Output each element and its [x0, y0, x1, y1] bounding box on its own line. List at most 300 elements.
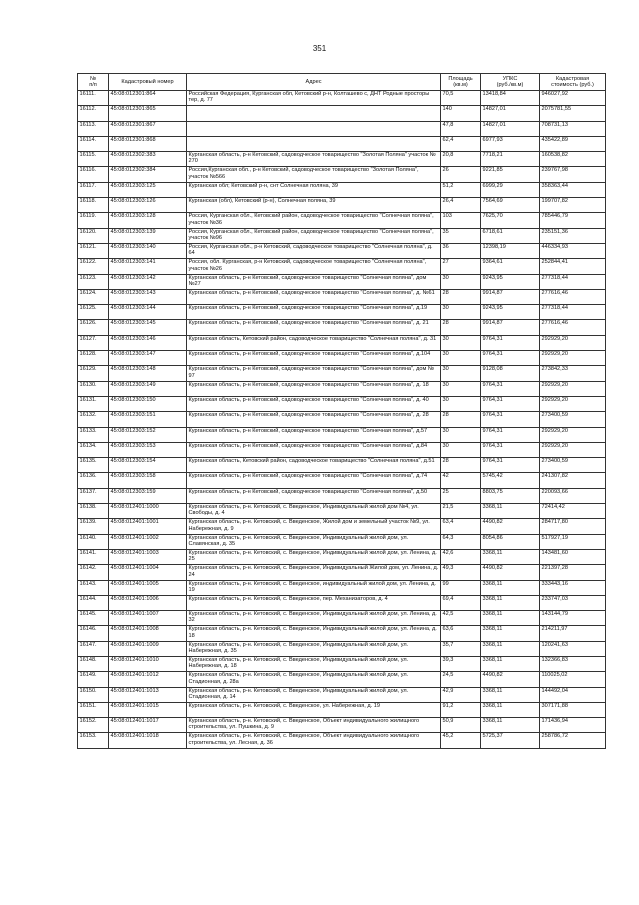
cell-row-number: 16117. — [78, 182, 109, 197]
cell-area: 45,2 — [441, 733, 481, 748]
table-row — [78, 396, 606, 411]
cell-upks: 6718,61 — [481, 228, 540, 243]
cell-cadastral-number: 45:08:012303:150 — [109, 396, 187, 411]
cell-row-number: 16118. — [78, 198, 109, 213]
cell-row-number: 16141. — [78, 549, 109, 564]
cell-cadastral-number: 45:08:012401:1003 — [109, 549, 187, 564]
table-row — [78, 335, 606, 350]
cell-upks: 9764,31 — [481, 442, 540, 457]
table-row — [78, 626, 606, 641]
cell-row-number: 16135. — [78, 458, 109, 473]
cell-area: 30 — [441, 351, 481, 366]
table-row — [78, 106, 606, 121]
cell-cadastral-cost: 160538,82 — [540, 152, 606, 167]
cell-address: Курганская область, р-н Кетовский, садоводческое товарищество "Солнечная поляна", дом №27 — [187, 274, 441, 289]
cell-address: Курганская область, р-н Кетовский, садоводческое товарищество "Солнечная поляна", д. №61 — [187, 289, 441, 304]
cell-row-number: 16112. — [78, 106, 109, 121]
header-number: № п/п — [78, 74, 109, 91]
cell-row-number: 16134. — [78, 442, 109, 457]
cell-address — [187, 136, 441, 151]
cell-address — [187, 121, 441, 136]
cell-area: 47,8 — [441, 121, 481, 136]
cell-address: Курганская область, р-н Кетовский, садоводческое товарищество "Солнечная поляна", д.50 — [187, 488, 441, 503]
table-row — [78, 565, 606, 580]
cell-row-number: 16149. — [78, 672, 109, 687]
cell-address: Курганская область, р-н. Кетовский, с. Введенское, Индивидуальный жилой дом, ул. Стадионная, д. 14 — [187, 687, 441, 702]
cell-cadastral-number: 45:08:012303:125 — [109, 182, 187, 197]
cell-cadastral-number: 45:08:012401:1005 — [109, 580, 187, 595]
cell-address: Россия,Курганская обл., р-н Кетовский, садоводческое товарищество "Золотая Поляна", участок №566 — [187, 167, 441, 182]
cell-upks: 3368,11 — [481, 549, 540, 564]
cell-cadastral-cost: 273400,59 — [540, 412, 606, 427]
cell-area: 70,5 — [441, 91, 481, 106]
cell-cadastral-cost: 307171,88 — [540, 702, 606, 717]
cell-address: Россия, Курганская обл., Кетовский район, садоводческое товарищество "Солнечная поляна", участок №96 — [187, 228, 441, 243]
cell-row-number: 16126. — [78, 320, 109, 335]
cell-cadastral-number: 45:08:012303:147 — [109, 351, 187, 366]
cell-area: 30 — [441, 305, 481, 320]
cell-cadastral-cost: 110025,02 — [540, 672, 606, 687]
cell-cadastral-cost: 214211,97 — [540, 626, 606, 641]
cell-cadastral-cost: 277616,46 — [540, 289, 606, 304]
cell-cadastral-number: 45:08:012401:1001 — [109, 519, 187, 534]
cell-cadastral-cost: 435422,89 — [540, 136, 606, 151]
cell-area: 63,4 — [441, 519, 481, 534]
cell-row-number: 16115. — [78, 152, 109, 167]
cell-cadastral-cost: 708731,13 — [540, 121, 606, 136]
cell-upks: 7718,21 — [481, 152, 540, 167]
cell-row-number: 16131. — [78, 396, 109, 411]
cell-upks: 9764,31 — [481, 412, 540, 427]
cell-cadastral-number: 45:08:012303:128 — [109, 213, 187, 228]
table-row — [78, 243, 606, 258]
cell-address: Курганская область, р-н. Кетовский, с. Введенское, пер. Механизаторов, д. 4 — [187, 595, 441, 610]
cell-address: Курганская область, р-н. Кетовский, с. Введенское, Индивидуальный Жилой дом, ул. Ленина, д. 24 — [187, 565, 441, 580]
table-body — [78, 91, 606, 749]
cell-address: Россия, обл. Курганская, р-н Кетовский, садоводческое товарищество "Солнечная поляна", участок №26 — [187, 259, 441, 274]
table-row — [78, 702, 606, 717]
cell-cadastral-cost: 333443,16 — [540, 580, 606, 595]
table-row — [78, 580, 606, 595]
cell-upks: 3368,11 — [481, 702, 540, 717]
cell-row-number: 16128. — [78, 351, 109, 366]
cell-upks: 14827,01 — [481, 106, 540, 121]
cell-area: 28 — [441, 412, 481, 427]
cell-row-number: 16138. — [78, 504, 109, 519]
cell-cadastral-cost: 292929,20 — [540, 381, 606, 396]
cell-address: Курганская область, р-н. Кетовский, с. Введенское, Индивидуальный жилой дом, ул. Набережная, д. 18 — [187, 656, 441, 671]
table-row — [78, 259, 606, 274]
cell-cadastral-cost: 785446,79 — [540, 213, 606, 228]
header-area: Площадь (кв.м) — [441, 74, 481, 91]
cell-row-number: 16153. — [78, 733, 109, 748]
cell-row-number: 16145. — [78, 611, 109, 626]
cell-area: 35 — [441, 228, 481, 243]
cell-cadastral-number: 45:08:012303:139 — [109, 228, 187, 243]
cell-cadastral-cost: 143481,60 — [540, 549, 606, 564]
cell-address: Курганская область, р-н. Кетовский, с. Введенское, Индивидуальный жилой дом №4, ул. Свободы, д. 4 — [187, 504, 441, 519]
cell-address: Россия, Курганская обл., р-н Кетовский, садоводческое товарищество "Солнечная поляна", д. 64 — [187, 243, 441, 258]
cell-cadastral-cost: 292929,20 — [540, 396, 606, 411]
cell-cadastral-cost: 143144,79 — [540, 611, 606, 626]
cell-area: 24,5 — [441, 672, 481, 687]
cell-row-number: 16114. — [78, 136, 109, 151]
cell-area: 42 — [441, 473, 481, 488]
table-row — [78, 549, 606, 564]
cell-upks: 9128,08 — [481, 366, 540, 381]
table-row — [78, 213, 606, 228]
cell-cadastral-cost: 273842,33 — [540, 366, 606, 381]
cell-cadastral-number: 45:08:012303:140 — [109, 243, 187, 258]
cell-cadastral-cost: 273400,59 — [540, 458, 606, 473]
table-row — [78, 611, 606, 626]
cell-cadastral-cost: 446334,93 — [540, 243, 606, 258]
cell-cadastral-cost: 292929,20 — [540, 427, 606, 442]
cell-upks: 4490,82 — [481, 565, 540, 580]
cell-area: 62,4 — [441, 136, 481, 151]
cell-address: Россия, Курганская обл., Кетовский район, садоводческое товарищество "Солнечная поляна", участок №36 — [187, 213, 441, 228]
cell-area: 20,8 — [441, 152, 481, 167]
cell-row-number: 16127. — [78, 335, 109, 350]
table-row — [78, 274, 606, 289]
cell-row-number: 16113. — [78, 121, 109, 136]
cell-address: Курганская обл; Кетовский р-н, снт Солнечная поляна, 39 — [187, 182, 441, 197]
cell-area: 49,3 — [441, 565, 481, 580]
cell-upks: 3368,11 — [481, 656, 540, 671]
cell-row-number: 16121. — [78, 243, 109, 258]
table-row — [78, 641, 606, 656]
cell-upks: 9764,31 — [481, 335, 540, 350]
cell-upks: 5745,42 — [481, 473, 540, 488]
cell-cadastral-number: 45:08:012303:145 — [109, 320, 187, 335]
cell-cadastral-number: 45:08:012401:1008 — [109, 626, 187, 641]
cell-cadastral-cost: 284717,80 — [540, 519, 606, 534]
cell-cadastral-cost: 241307,82 — [540, 473, 606, 488]
cell-cadastral-number: 45:08:012401:1015 — [109, 702, 187, 717]
header-address: Адрес — [187, 74, 441, 91]
cell-address: Курганская область, Кетовский район, садоводческое товарищество "Солнечная поляна", д.51 — [187, 458, 441, 473]
cell-cadastral-cost: 292929,20 — [540, 351, 606, 366]
cell-cadastral-cost: 258786,72 — [540, 733, 606, 748]
cell-area: 69,4 — [441, 595, 481, 610]
cell-cadastral-cost: 252844,41 — [540, 259, 606, 274]
cell-cadastral-number: 45:08:012401:1018 — [109, 733, 187, 748]
cell-address: Курганская область, р-н. Кетовский, с. Введенское, Объект индивидуального жилищного строительства, ул. Пушкина, д. 9 — [187, 718, 441, 733]
cell-upks: 7564,69 — [481, 198, 540, 213]
cell-cadastral-number: 45:08:012303:154 — [109, 458, 187, 473]
cell-area: 30 — [441, 366, 481, 381]
table-row — [78, 136, 606, 151]
cell-area: 30 — [441, 442, 481, 457]
cell-cadastral-cost: 132366,83 — [540, 656, 606, 671]
cell-row-number: 16129. — [78, 366, 109, 381]
cell-upks: 4490,82 — [481, 672, 540, 687]
cell-row-number: 16151. — [78, 702, 109, 717]
table-row — [78, 320, 606, 335]
table-row — [78, 351, 606, 366]
cell-area: 28 — [441, 458, 481, 473]
header-upks: УПКС (руб./кв.м) — [481, 74, 540, 91]
cell-cadastral-number: 45:08:012303:143 — [109, 289, 187, 304]
cell-upks: 9243,95 — [481, 305, 540, 320]
table-row — [78, 519, 606, 534]
cell-cadastral-number: 45:08:012303:142 — [109, 274, 187, 289]
cell-cadastral-cost: 517927,19 — [540, 534, 606, 549]
cell-cadastral-number: 45:08:012303:126 — [109, 198, 187, 213]
cell-row-number: 16133. — [78, 427, 109, 442]
cell-upks: 9764,31 — [481, 351, 540, 366]
cell-row-number: 16122. — [78, 259, 109, 274]
cell-cadastral-number: 45:08:012401:1012 — [109, 672, 187, 687]
cell-upks: 3368,11 — [481, 626, 540, 641]
cell-cadastral-number: 45:08:012401:1007 — [109, 611, 187, 626]
cell-cadastral-cost: 277318,44 — [540, 274, 606, 289]
table-row — [78, 305, 606, 320]
cell-address: Курганская область, р-н. Кетовский, с. Введенское, Объект индивидуального жилищного строительства, ул. Лесная, д. 36 — [187, 733, 441, 748]
table-row — [78, 198, 606, 213]
cell-upks: 9764,31 — [481, 396, 540, 411]
table-row — [78, 228, 606, 243]
table-row — [78, 534, 606, 549]
cell-row-number: 16137. — [78, 488, 109, 503]
cell-cadastral-cost: 144492,04 — [540, 687, 606, 702]
cell-area: 30 — [441, 396, 481, 411]
cell-address: Курганская область, р-н. Кетовский, с. Введенское, Индивидуальный жилой дом, ул. Славянская, д. 35 — [187, 534, 441, 549]
cell-cadastral-cost: 171436,94 — [540, 718, 606, 733]
cell-cadastral-number: 45:08:012301:867 — [109, 121, 187, 136]
table-row — [78, 672, 606, 687]
cell-cadastral-cost: 233747,03 — [540, 595, 606, 610]
table-row — [78, 656, 606, 671]
table-row — [78, 442, 606, 457]
cell-cadastral-cost: 120241,63 — [540, 641, 606, 656]
cell-cadastral-cost: 220093,66 — [540, 488, 606, 503]
cell-address: Курганская область, р-н Кетовский, садоводческое товарищество "Золотая Поляна" участок № 270 — [187, 152, 441, 167]
cell-row-number: 16150. — [78, 687, 109, 702]
table-row — [78, 595, 606, 610]
cell-upks: 3368,11 — [481, 718, 540, 733]
cell-address: Курганская область, р-н Кетовский, садоводческое товарищество "Солнечная поляна", дом № 97 — [187, 366, 441, 381]
cell-row-number: 16146. — [78, 626, 109, 641]
cell-upks: 3368,11 — [481, 504, 540, 519]
cell-cadastral-number: 45:08:012401:1004 — [109, 565, 187, 580]
table-row — [78, 427, 606, 442]
cell-upks: 3368,11 — [481, 595, 540, 610]
cell-area: 63,6 — [441, 626, 481, 641]
table-row — [78, 718, 606, 733]
cell-area: 36 — [441, 243, 481, 258]
table-row — [78, 289, 606, 304]
table-row — [78, 381, 606, 396]
cell-row-number: 16125. — [78, 305, 109, 320]
cell-address: Курганская область, р-н Кетовский, садоводческое товарищество "Солнечная поляна", д.57 — [187, 427, 441, 442]
cell-address: Курганская область, р-н Кетовский, садоводческое товарищество "Солнечная поляна", д.74 — [187, 473, 441, 488]
cell-row-number: 16111. — [78, 91, 109, 106]
cell-area: 42,5 — [441, 611, 481, 626]
cell-row-number: 16123. — [78, 274, 109, 289]
cell-cadastral-number: 45:08:012303:149 — [109, 381, 187, 396]
cell-area: 39,3 — [441, 656, 481, 671]
table-row — [78, 412, 606, 427]
cell-area: 28 — [441, 289, 481, 304]
table-row — [78, 687, 606, 702]
cell-cadastral-number: 45:08:012302:383 — [109, 152, 187, 167]
cell-cadastral-number: 45:08:012401:1013 — [109, 687, 187, 702]
cell-cadastral-number: 45:08:012303:159 — [109, 488, 187, 503]
page-number: 351 — [312, 44, 327, 53]
cell-row-number: 16143. — [78, 580, 109, 595]
cell-cadastral-cost: 239767,98 — [540, 167, 606, 182]
cell-address — [187, 106, 441, 121]
cell-area: 51,2 — [441, 182, 481, 197]
cell-address: Курганская область, р-н Кетовский, садоводческое товарищество "Солнечная поляна", д. 40 — [187, 396, 441, 411]
cadastral-table — [77, 73, 606, 749]
cell-address: Курганская область, р-н Кетовский, садоводческое товарищество "Солнечная поляна", д.84 — [187, 442, 441, 457]
cell-address: Курганская область, р-н. Кетовский, с. Введенское, Индивидуальный жилой дом, ул. Ленина, д. 25 — [187, 549, 441, 564]
cell-area: 21,5 — [441, 504, 481, 519]
cell-row-number: 16140. — [78, 534, 109, 549]
cell-upks: 6999,29 — [481, 182, 540, 197]
cell-upks: 5725,37 — [481, 733, 540, 748]
cell-upks: 9364,61 — [481, 259, 540, 274]
cell-row-number: 16148. — [78, 656, 109, 671]
cell-cadastral-cost: 221397,28 — [540, 565, 606, 580]
header-cadastral-cost: Кадастровая стоимость (руб.) — [540, 74, 606, 91]
cell-upks: 3368,11 — [481, 641, 540, 656]
table-row — [78, 167, 606, 182]
cell-address: Курганская область, р-н Кетовский, садоводческое товарищество "Солнечная поляна", д.104 — [187, 351, 441, 366]
cell-upks: 4490,82 — [481, 519, 540, 534]
cell-upks: 3368,11 — [481, 611, 540, 626]
cell-row-number: 16119. — [78, 213, 109, 228]
cell-address: Курганская область, р-н Кетовский, садоводческое товарищество "Солнечная поляна", д. 28 — [187, 412, 441, 427]
cell-cadastral-cost: 292929,20 — [540, 442, 606, 457]
table-row — [78, 504, 606, 519]
cell-cadastral-number: 45:08:012303:153 — [109, 442, 187, 457]
cell-cadastral-cost: 358363,44 — [540, 182, 606, 197]
cell-area: 30 — [441, 274, 481, 289]
cell-address: Курганская область, Кетовский район, садоводческое товарищество "Солнечная поляна", д. 31 — [187, 335, 441, 350]
cell-row-number: 16130. — [78, 381, 109, 396]
cell-address: Российская Федерация, Курганская обл, Кетовский р-н, Колташево с, ДНТ Родные просторы тер, д. 77 — [187, 91, 441, 106]
cell-area: 26 — [441, 167, 481, 182]
cell-area: 50,9 — [441, 718, 481, 733]
cell-area: 26,4 — [441, 198, 481, 213]
cell-cadastral-cost: 292929,20 — [540, 335, 606, 350]
cell-address: Курганская область, р-н. Кетовский, с. Введенское, Индивидуальный жилой дом, ул. Стадионная, д. 28а — [187, 672, 441, 687]
cell-upks: 12398,19 — [481, 243, 540, 258]
cell-cadastral-number: 45:08:012401:1002 — [109, 534, 187, 549]
cell-area: 99 — [441, 580, 481, 595]
cell-address: Курганская область, р-н. Кетовский, с. Введенское, Индивидуальный жилой дом, ул. Набережная, д. 35 — [187, 641, 441, 656]
cell-cadastral-number: 45:08:012401:1009 — [109, 641, 187, 656]
cell-area: 28 — [441, 320, 481, 335]
cell-cadastral-number: 45:08:012303:141 — [109, 259, 187, 274]
cell-upks: 8803,75 — [481, 488, 540, 503]
cell-cadastral-number: 45:08:012303:146 — [109, 335, 187, 350]
table-row — [78, 488, 606, 503]
cell-cadastral-number: 45:08:012401:1010 — [109, 656, 187, 671]
cell-area: 42,9 — [441, 687, 481, 702]
cell-upks: 9764,31 — [481, 458, 540, 473]
cell-area: 103 — [441, 213, 481, 228]
cell-cadastral-number: 45:08:012302:384 — [109, 167, 187, 182]
cell-area: 35,7 — [441, 641, 481, 656]
cell-upks: 8054,86 — [481, 534, 540, 549]
cell-address: Курганская область, р-н. Кетовский, с. Введенское, индивидуальный жилой дом, ул. Ленина, д. 19 — [187, 580, 441, 595]
cell-row-number: 16124. — [78, 289, 109, 304]
cell-area: 30 — [441, 381, 481, 396]
cell-row-number: 16116. — [78, 167, 109, 182]
cell-cadastral-cost: 946027,92 — [540, 91, 606, 106]
cell-cadastral-number: 45:08:012301:868 — [109, 136, 187, 151]
cell-cadastral-cost: 277318,44 — [540, 305, 606, 320]
table-row — [78, 473, 606, 488]
cell-cadastral-cost: 72414,42 — [540, 504, 606, 519]
header-cadastral-number: Кадастровый номер — [109, 74, 187, 91]
cell-address: Курганская область, р-н. Кетовский, с. Введенское, Индивидуальный жилой дом, ул. Ленина, д. 32 — [187, 611, 441, 626]
cell-upks: 3368,11 — [481, 580, 540, 595]
cell-area: 91,2 — [441, 702, 481, 717]
cell-address: Курганская область, р-н Кетовский, садоводческое товарищество "Солнечная поляна", д. 18 — [187, 381, 441, 396]
cell-cadastral-cost: 199707,82 — [540, 198, 606, 213]
table-row — [78, 91, 606, 106]
cell-cadastral-number: 45:08:012303:148 — [109, 366, 187, 381]
cell-area: 27 — [441, 259, 481, 274]
cell-row-number: 16120. — [78, 228, 109, 243]
cell-address: Курганская (обл), Кетовский (р-н), Солнечная поляна, 39 — [187, 198, 441, 213]
cell-row-number: 16144. — [78, 595, 109, 610]
cell-upks: 9221,85 — [481, 167, 540, 182]
cell-address: Курганская область, р-н. Кетовский, с. Введенское, Индивидуальный жилой дом, ул. Ленина, д. 18 — [187, 626, 441, 641]
cell-cadastral-number: 45:08:012401:1017 — [109, 718, 187, 733]
cell-cadastral-number: 45:08:012301:865 — [109, 106, 187, 121]
cell-row-number: 16136. — [78, 473, 109, 488]
cell-cadastral-cost: 235151,36 — [540, 228, 606, 243]
cell-area: 64,3 — [441, 534, 481, 549]
cell-address: Курганская область, р-н Кетовский, садоводческое товарищество "Солнечная поляна", д. 21 — [187, 320, 441, 335]
cell-cadastral-number: 45:08:012303:144 — [109, 305, 187, 320]
table-row — [78, 366, 606, 381]
cell-upks: 9914,87 — [481, 320, 540, 335]
cell-upks: 9764,31 — [481, 427, 540, 442]
cell-row-number: 16147. — [78, 641, 109, 656]
table-row — [78, 121, 606, 136]
table-row — [78, 182, 606, 197]
cell-area: 30 — [441, 335, 481, 350]
cell-cadastral-number: 45:08:012301:864 — [109, 91, 187, 106]
cell-cadastral-cost: 2075781,55 — [540, 106, 606, 121]
cell-area: 140 — [441, 106, 481, 121]
cell-row-number: 16139. — [78, 519, 109, 534]
cell-address: Курганская область, р-н. Кетовский, с. Введенское, ул. Набережная, д. 19 — [187, 702, 441, 717]
cell-upks: 3368,11 — [481, 687, 540, 702]
cell-upks: 14827,01 — [481, 121, 540, 136]
cell-cadastral-cost: 277616,46 — [540, 320, 606, 335]
cell-address: Курганская область, р-н Кетовский, садоводческое товарищество "Солнечная поляна", д.19 — [187, 305, 441, 320]
cell-upks: 9914,87 — [481, 289, 540, 304]
cell-area: 42,6 — [441, 549, 481, 564]
cell-cadastral-number: 45:08:012401:1000 — [109, 504, 187, 519]
table-row — [78, 458, 606, 473]
cell-cadastral-number: 45:08:012303:151 — [109, 412, 187, 427]
cell-area: 30 — [441, 427, 481, 442]
cell-row-number: 16152. — [78, 718, 109, 733]
table-header-row — [78, 74, 606, 91]
cell-cadastral-number: 45:08:012303:152 — [109, 427, 187, 442]
table-row — [78, 152, 606, 167]
cell-cadastral-number: 45:08:012401:1006 — [109, 595, 187, 610]
